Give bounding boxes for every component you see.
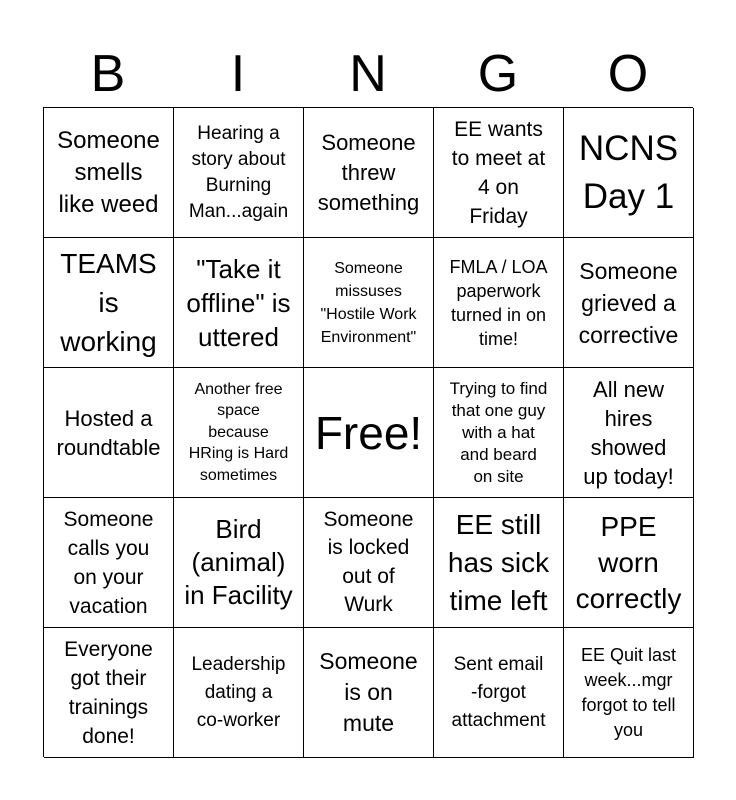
header-letter-g: G bbox=[477, 45, 519, 103]
bingo-grid bbox=[43, 107, 693, 757]
bingo-cell[interactable]: EE still has sick time left bbox=[434, 498, 564, 628]
header-letter-i: I bbox=[230, 45, 246, 103]
bingo-cell[interactable]: Someone grieved a corrective bbox=[564, 238, 694, 368]
header-letter-o: O bbox=[607, 45, 649, 103]
header-letter-n: N bbox=[349, 45, 387, 103]
bingo-cell[interactable]: Everyone got their trainings done! bbox=[44, 628, 174, 758]
bingo-cell[interactable]: Hosted a roundtable bbox=[44, 368, 174, 498]
bingo-cell[interactable]: Sent email -forgot attachment bbox=[434, 628, 564, 758]
bingo-cell[interactable]: Someone missuses "Hostile Work Environment" bbox=[304, 238, 434, 368]
free-space-cell[interactable]: Free! bbox=[304, 368, 434, 498]
bingo-cell[interactable]: Someone is on mute bbox=[304, 628, 434, 758]
bingo-cell[interactable]: Another free space because HRing is Hard sometimes bbox=[174, 368, 304, 498]
bingo-cell[interactable]: "Take it offline" is uttered bbox=[174, 238, 304, 368]
bingo-cell[interactable]: Trying to find that one guy with a hat and beard on site bbox=[434, 368, 564, 498]
bingo-cell[interactable]: Someone smells like weed bbox=[44, 108, 174, 238]
header-letter-b: B bbox=[90, 45, 126, 103]
bingo-cell[interactable]: Someone is locked out of Wurk bbox=[304, 498, 434, 628]
bingo-cell[interactable]: TEAMS is working bbox=[44, 238, 174, 368]
bingo-cell[interactable]: PPE worn correctly bbox=[564, 498, 694, 628]
bingo-cell[interactable]: EE Quit last week...mgr forgot to tell you bbox=[564, 628, 694, 758]
bingo-cell[interactable]: EE wants to meet at 4 on Friday bbox=[434, 108, 564, 238]
bingo-cell[interactable]: Hearing a story about Burning Man...again bbox=[174, 108, 304, 238]
bingo-cell[interactable]: Leadership dating a co-worker bbox=[174, 628, 304, 758]
bingo-cell[interactable]: All new hires showed up today! bbox=[564, 368, 694, 498]
bingo-cell[interactable]: NCNS Day 1 bbox=[564, 108, 694, 238]
bingo-cell[interactable]: Someone threw something bbox=[304, 108, 434, 238]
bingo-cell[interactable]: FMLA / LOA paperwork turned in on time! bbox=[434, 238, 564, 368]
bingo-cell[interactable]: Someone calls you on your vacation bbox=[44, 498, 174, 628]
bingo-header bbox=[43, 44, 693, 104]
bingo-cell[interactable]: Bird (animal) in Facility bbox=[174, 498, 304, 628]
